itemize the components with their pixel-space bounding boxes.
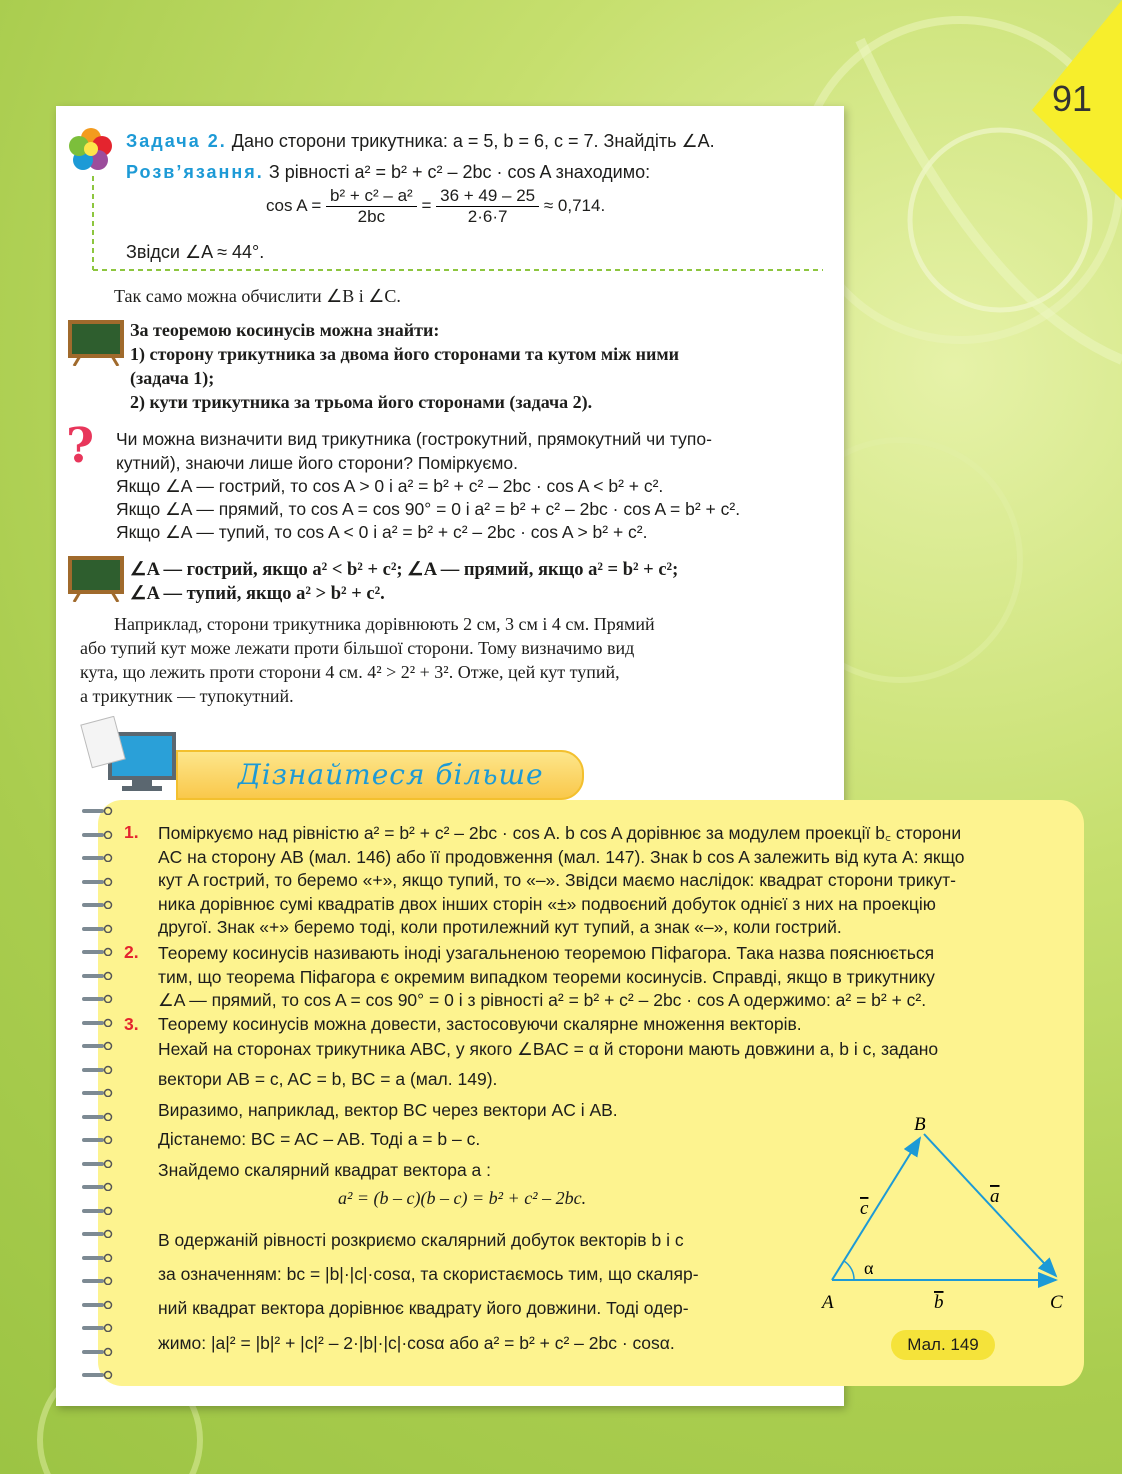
spiral-ring <box>80 1065 116 1074</box>
item-3-line: Теорему косинусів можна довести, застосовуючи скалярне множення векторів. <box>158 1014 802 1034</box>
item-3-line: Виразимо, наприклад, вектор BC через вектори AC і AB. <box>158 1100 618 1120</box>
item-2-line: ∠A — прямий, то cos A = cos 90° = 0 і з рівності a² = b² + c² – 2bc · cos A одержимо: a² = b² + c². <box>158 990 927 1010</box>
question-line-3: Якщо ∠A — гострий, то cos A > 0 і a² = b² + c² – 2bc · cos A < b² + c². <box>116 476 664 496</box>
item-2-text <box>158 942 1078 1013</box>
figure-caption: Мал. 149 <box>891 1330 995 1360</box>
theorem-line-3: (задача 1); <box>130 368 215 388</box>
spiral-ring <box>80 1370 116 1379</box>
theorem-line-1: За теоремою косинусів можна знайти: <box>130 320 440 340</box>
rule-line-1: ∠A — гострий, якщо a² < b² + c²; ∠A — прямий, якщо a² = b² + c²; <box>130 560 679 580</box>
spiral-ring <box>80 1253 116 1262</box>
item-2-line: Теорему косинусів називають іноді узагальненою теоремою Піфагора. Така назва пояснюється <box>158 943 935 963</box>
item-3-line: вектори AB = c, AC = b, BC = a (мал. 149). <box>158 1069 498 1089</box>
question-line-5: Якщо ∠A — тупий, то cos A < 0 і a² = b² + c² – 2bc · cos A > b² + c². <box>116 522 648 542</box>
similar-text: Так само можна обчислити ∠B і ∠C. <box>114 286 401 306</box>
spiral-ring <box>80 877 116 886</box>
formula-lhs: cos A = <box>266 195 322 215</box>
spiral-ring <box>80 1018 116 1027</box>
page-number: 91 <box>1052 78 1093 119</box>
item-3-formula: a² = (b – c)(b – c) = b² + c² – 2bc. <box>338 1188 587 1208</box>
spiral-ring <box>80 1135 116 1144</box>
label-B: B <box>914 1114 926 1135</box>
item-number-3: 3. <box>124 1014 139 1034</box>
computer-icon <box>80 716 180 796</box>
label-A: A <box>822 1292 834 1313</box>
spiral-ring <box>80 1159 116 1168</box>
item-number-1: 1. <box>124 822 139 842</box>
item-3-line: Знайдемо скалярний квадрат вектора a : <box>158 1160 492 1180</box>
example-line-2: або тупий кут може лежати проти більшої сторони. Тому визначимо вид <box>80 638 635 658</box>
approx-value: ≈ 0,714. <box>543 195 606 215</box>
solution-text: З рівності a² = b² + c² – 2bc · cos A знаходимо: <box>268 162 651 182</box>
label-C: C <box>1050 1292 1063 1313</box>
spiral-ring <box>80 1041 116 1050</box>
example-line-1: Наприклад, сторони трикутника дорівнюють 2 см, 3 см і 4 см. Прямий <box>114 614 655 634</box>
item-1-line: ника дорівнює сумі квадратів двох інших сторін «±» подвоєний добуток однієї з них на проекцію <box>158 893 936 914</box>
label-b: b <box>934 1292 944 1313</box>
spiral-ring <box>80 1300 116 1309</box>
triangle-figure <box>818 1108 1078 1318</box>
spiral-ring <box>80 1112 116 1121</box>
item-3-line: ний квадрат вектора дорівнює квадрату його довжини. Тоді одер- <box>158 1298 689 1318</box>
item-3-line: Нехай на сторонах трикутника ABC, у якого ∠BAC = α й сторони мають довжини a, b і c, задано <box>158 1039 939 1059</box>
spiral-ring <box>80 971 116 980</box>
spiral-ring <box>80 1323 116 1332</box>
task-conclusion: Звідси ∠A ≈ 44°. <box>126 242 265 262</box>
item-number-2: 2. <box>124 942 139 962</box>
item-1-text <box>158 822 1078 940</box>
item-3-line: жимо: |a|² = |b|² + |c|² – 2·|b|·|c|·cosα або a² = b² + c² – 2bc · cosα. <box>158 1333 675 1353</box>
spiral-ring <box>80 924 116 933</box>
question-line-1: Чи можна визначити вид трикутника (гострокутний, прямокутний чи тупо- <box>116 429 712 449</box>
theorem-line-2: 1) сторону трикутника за двома його сторонами та кутом між ними <box>130 344 680 364</box>
spiral-ring <box>80 900 116 909</box>
vector-c <box>832 1138 920 1280</box>
spiral-ring <box>80 994 116 1003</box>
fraction-2-denominator: 2·6·7 <box>467 207 508 226</box>
item-1-line: кут A гострий, то беремо «+», якщо тупий, то «–». Звідси маємо наслідок: квадрат сторони трикут- <box>158 870 956 890</box>
solution-label: Розв’язання. <box>126 162 264 182</box>
spiral-ring <box>80 947 116 956</box>
spiral-ring <box>80 806 116 815</box>
item-3-line: В одержаній рівності розкриємо скалярний добуток векторів b і c <box>158 1230 684 1250</box>
item-1-line: Поміркуємо над рівністю a² = b² + c² – 2bc · cos A. b cos A дорівнює за модулем проекції b꜀ сторони <box>158 823 962 843</box>
spiral-ring <box>80 1182 116 1191</box>
learn-more-banner <box>176 750 584 800</box>
item-3-line: Дістанемо: BC = AC – AB. Тоді a = b – c. <box>158 1129 481 1149</box>
spiral-ring <box>80 1088 116 1097</box>
rule-line-2: ∠A — тупий, якщо a² > b² + c². <box>130 584 385 604</box>
fraction-1-denominator: 2bc <box>357 207 386 226</box>
task-text: Дано сторони трикутника: a = 5, b = 6, c = 7. Знайдіть ∠A. <box>231 131 715 151</box>
question-line-4: Якщо ∠A — прямий, то cos A = cos 90° = 0 і a² = b² + c² – 2bc · cos A = b² + c². <box>116 499 741 519</box>
learn-more-title: Дізнайтеся більше <box>238 758 544 791</box>
fraction-1-numerator: b² + c² – a² <box>326 186 417 207</box>
label-alpha: α <box>864 1258 874 1278</box>
angle-arc <box>844 1261 854 1280</box>
item-1-line: AC на сторону AB (мал. 146) або її продовження (мал. 147). Знак b cos A залежить від кута A: якщо <box>158 846 965 867</box>
spiral-ring <box>80 1229 116 1238</box>
question-mark-icon: ? <box>66 418 95 474</box>
task-dashed-border <box>90 176 826 276</box>
question-line-2: кутний), знаючи лише його сторони? Поміркуємо. <box>116 453 518 473</box>
example-line-4: а трикутник — тупокутний. <box>80 686 294 706</box>
chalkboard-icon <box>66 320 126 366</box>
equals-sign: = <box>421 195 432 215</box>
flower-icon <box>66 124 116 174</box>
spiral-ring <box>80 830 116 839</box>
task-label: Задача 2. <box>126 131 227 151</box>
chalkboard-icon-2 <box>66 556 126 602</box>
example-line-3: кута, що лежить проти сторони 4 см. 4² > 2² + 3². Отже, цей кут тупий, <box>80 662 620 682</box>
item-2-line: тим, що теорема Піфагора є окремим випадком теореми косинусів. Справді, якщо в трикутнику <box>158 966 935 987</box>
spiral-ring <box>80 1206 116 1215</box>
spiral-ring <box>80 1347 116 1356</box>
label-c: c <box>860 1198 869 1219</box>
spiral-ring <box>80 853 116 862</box>
fraction-2-numerator: 36 + 49 – 25 <box>436 186 539 207</box>
spiral-ring <box>80 1276 116 1285</box>
label-a: a <box>990 1186 1000 1207</box>
item-1-line: другої. Знак «+» беремо тоді, коли протилежний кут тупий, а знак «–», коли гострий. <box>158 917 842 937</box>
theorem-line-4: 2) кути трикутника за трьома його сторонами (задача 2). <box>130 392 593 412</box>
item-3-line: за означенням: bc = |b|·|c|·cosα, та скористаємось тим, що скаляр- <box>158 1264 699 1284</box>
